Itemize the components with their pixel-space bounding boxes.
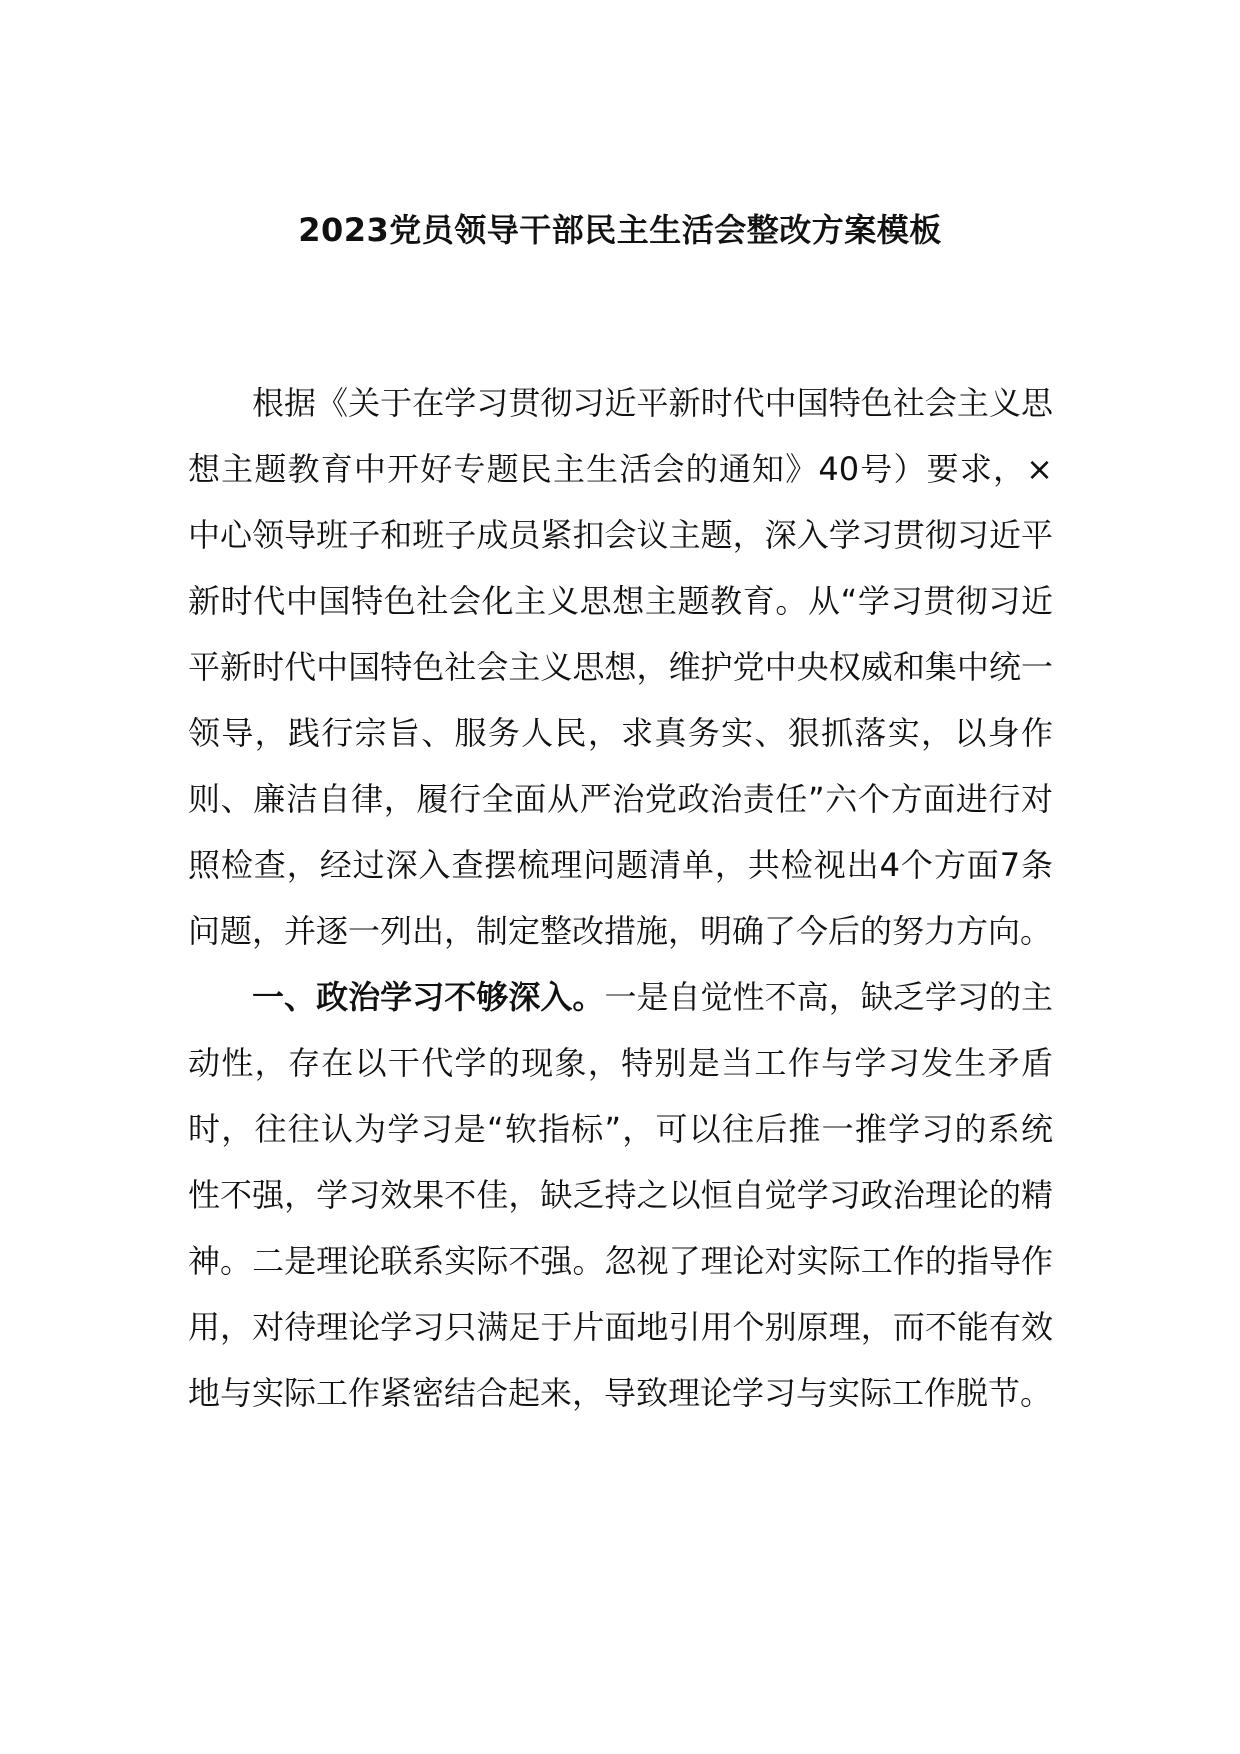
document-title: 2023党员领导干部民主生活会整改方案模板 [298,211,942,249]
paragraph-intro [188,370,1053,964]
section-1-text: 一是自觉性不高，缺乏学习的主动性，存在以干代学的现象，特别是当工作与学习发生矛盾时，往往认为学习是“软指标”，可以往后推一推学习的系统性不强，学习效果不佳，缺乏持之以恒自觉学习政治理论的精神。二是理论联系实际不强。忽视了理论对实际工作的指导作用，对待理论学习只满足于片面地引用个别原理，而不能有效地与实际工作紧密结合起来，导致理论学习与实际工作脱节。 [188,978,1053,1412]
section-1-heading: 一、政治学习不够深入。 [252,978,605,1016]
paragraph-section-1 [188,964,1053,1426]
paragraph-intro-text: 根据《关于在学习贯彻习近平新时代中国特色社会主义思想主题教育中开好专题民主生活会的通知》40号）要求，×中心领导班子和班子成员紧扣会议主题，深入学习贯彻习近平新时代中国特色社会化主义思想主题教育。从“学习贯彻习近平新时代中国特色社会主义思想，维护党中央权威和集中统一领导，践行宗旨、服务人民，求真务实、狠抓落实，以身作则、廉洁自律，履行全面从严治党政治责任”六个方面进行对照检查，经过深入查摆梳理问题清单，共检视出4个方面7条问题，并逐一列出，制定整改措施，明确了今后的努力方向。 [188,384,1053,950]
document-body [188,370,1053,1426]
